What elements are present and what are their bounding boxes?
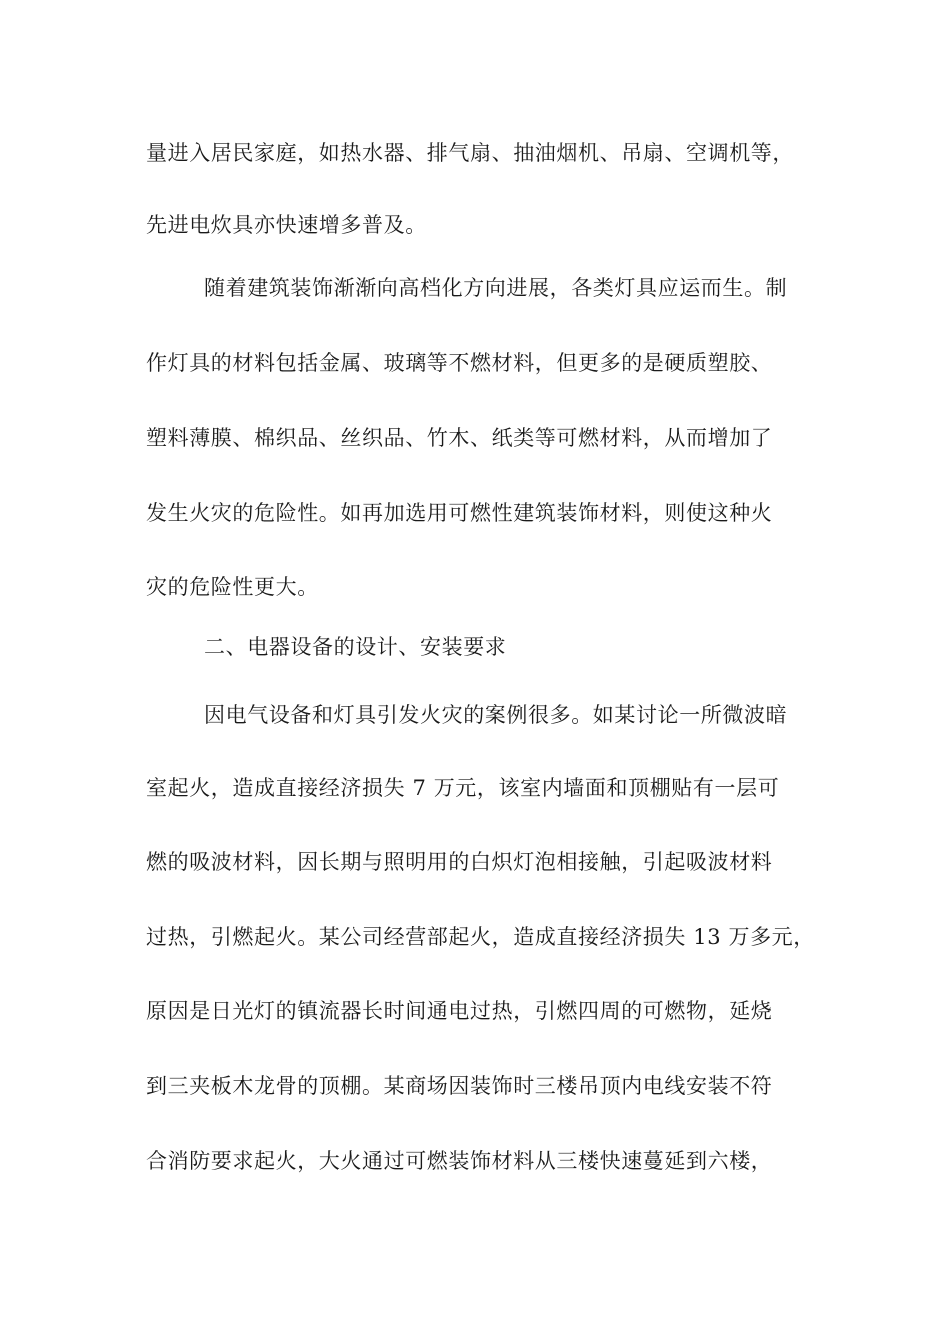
text-line-12: 过热，引燃起火。某公司经营部起火，造成直接经济损失 13 万多元， bbox=[146, 925, 815, 949]
text-line-13: 原因是日光灯的镇流器长时间通电过热，引燃四周的可燃物，延烧 bbox=[146, 999, 773, 1023]
text-line-11: 燃的吸波材料，因长期与照明用的白炽灯泡相接触，引起吸波材料 bbox=[146, 850, 773, 874]
text-line-3: 随着建筑装饰渐渐向高档化方向进展，各类灯具应运而生。制 bbox=[204, 276, 788, 300]
text-line-4: 作灯具的材料包括金属、玻璃等不燃材料，但更多的是硬质塑胶、 bbox=[146, 351, 773, 375]
text-line-5: 塑料薄膜、棉织品、丝织品、竹木、纸类等可燃材料，从而增加了 bbox=[146, 426, 773, 450]
text-line-6: 发生火灾的危险性。如再加选用可燃性建筑装饰材料，则使这种火 bbox=[146, 501, 773, 525]
text-line-10: 室起火，造成直接经济损失 7 万元，该室内墙面和顶棚贴有一层可 bbox=[146, 776, 780, 800]
section-heading: 二、电器设备的设计、安装要求 bbox=[204, 635, 507, 659]
text-line-14: 到三夹板木龙骨的顶棚。某商场因装饰时三楼吊顶内电线安装不符 bbox=[146, 1074, 773, 1098]
text-line-7: 灾的危险性更大。 bbox=[146, 575, 319, 599]
text-line-9: 因电气设备和灯具引发火灾的案例很多。如某讨论一所微波暗 bbox=[204, 703, 788, 727]
text-line-15: 合消防要求起火，大火通过可燃装饰材料从三楼快速蔓延到六楼， bbox=[146, 1149, 773, 1173]
text-line-2: 先进电炊具亦快速增多普及。 bbox=[146, 213, 427, 237]
text-line-1: 量进入居民家庭，如热水器、排气扇、抽油烟机、吊扇、空调机等， bbox=[146, 141, 794, 165]
